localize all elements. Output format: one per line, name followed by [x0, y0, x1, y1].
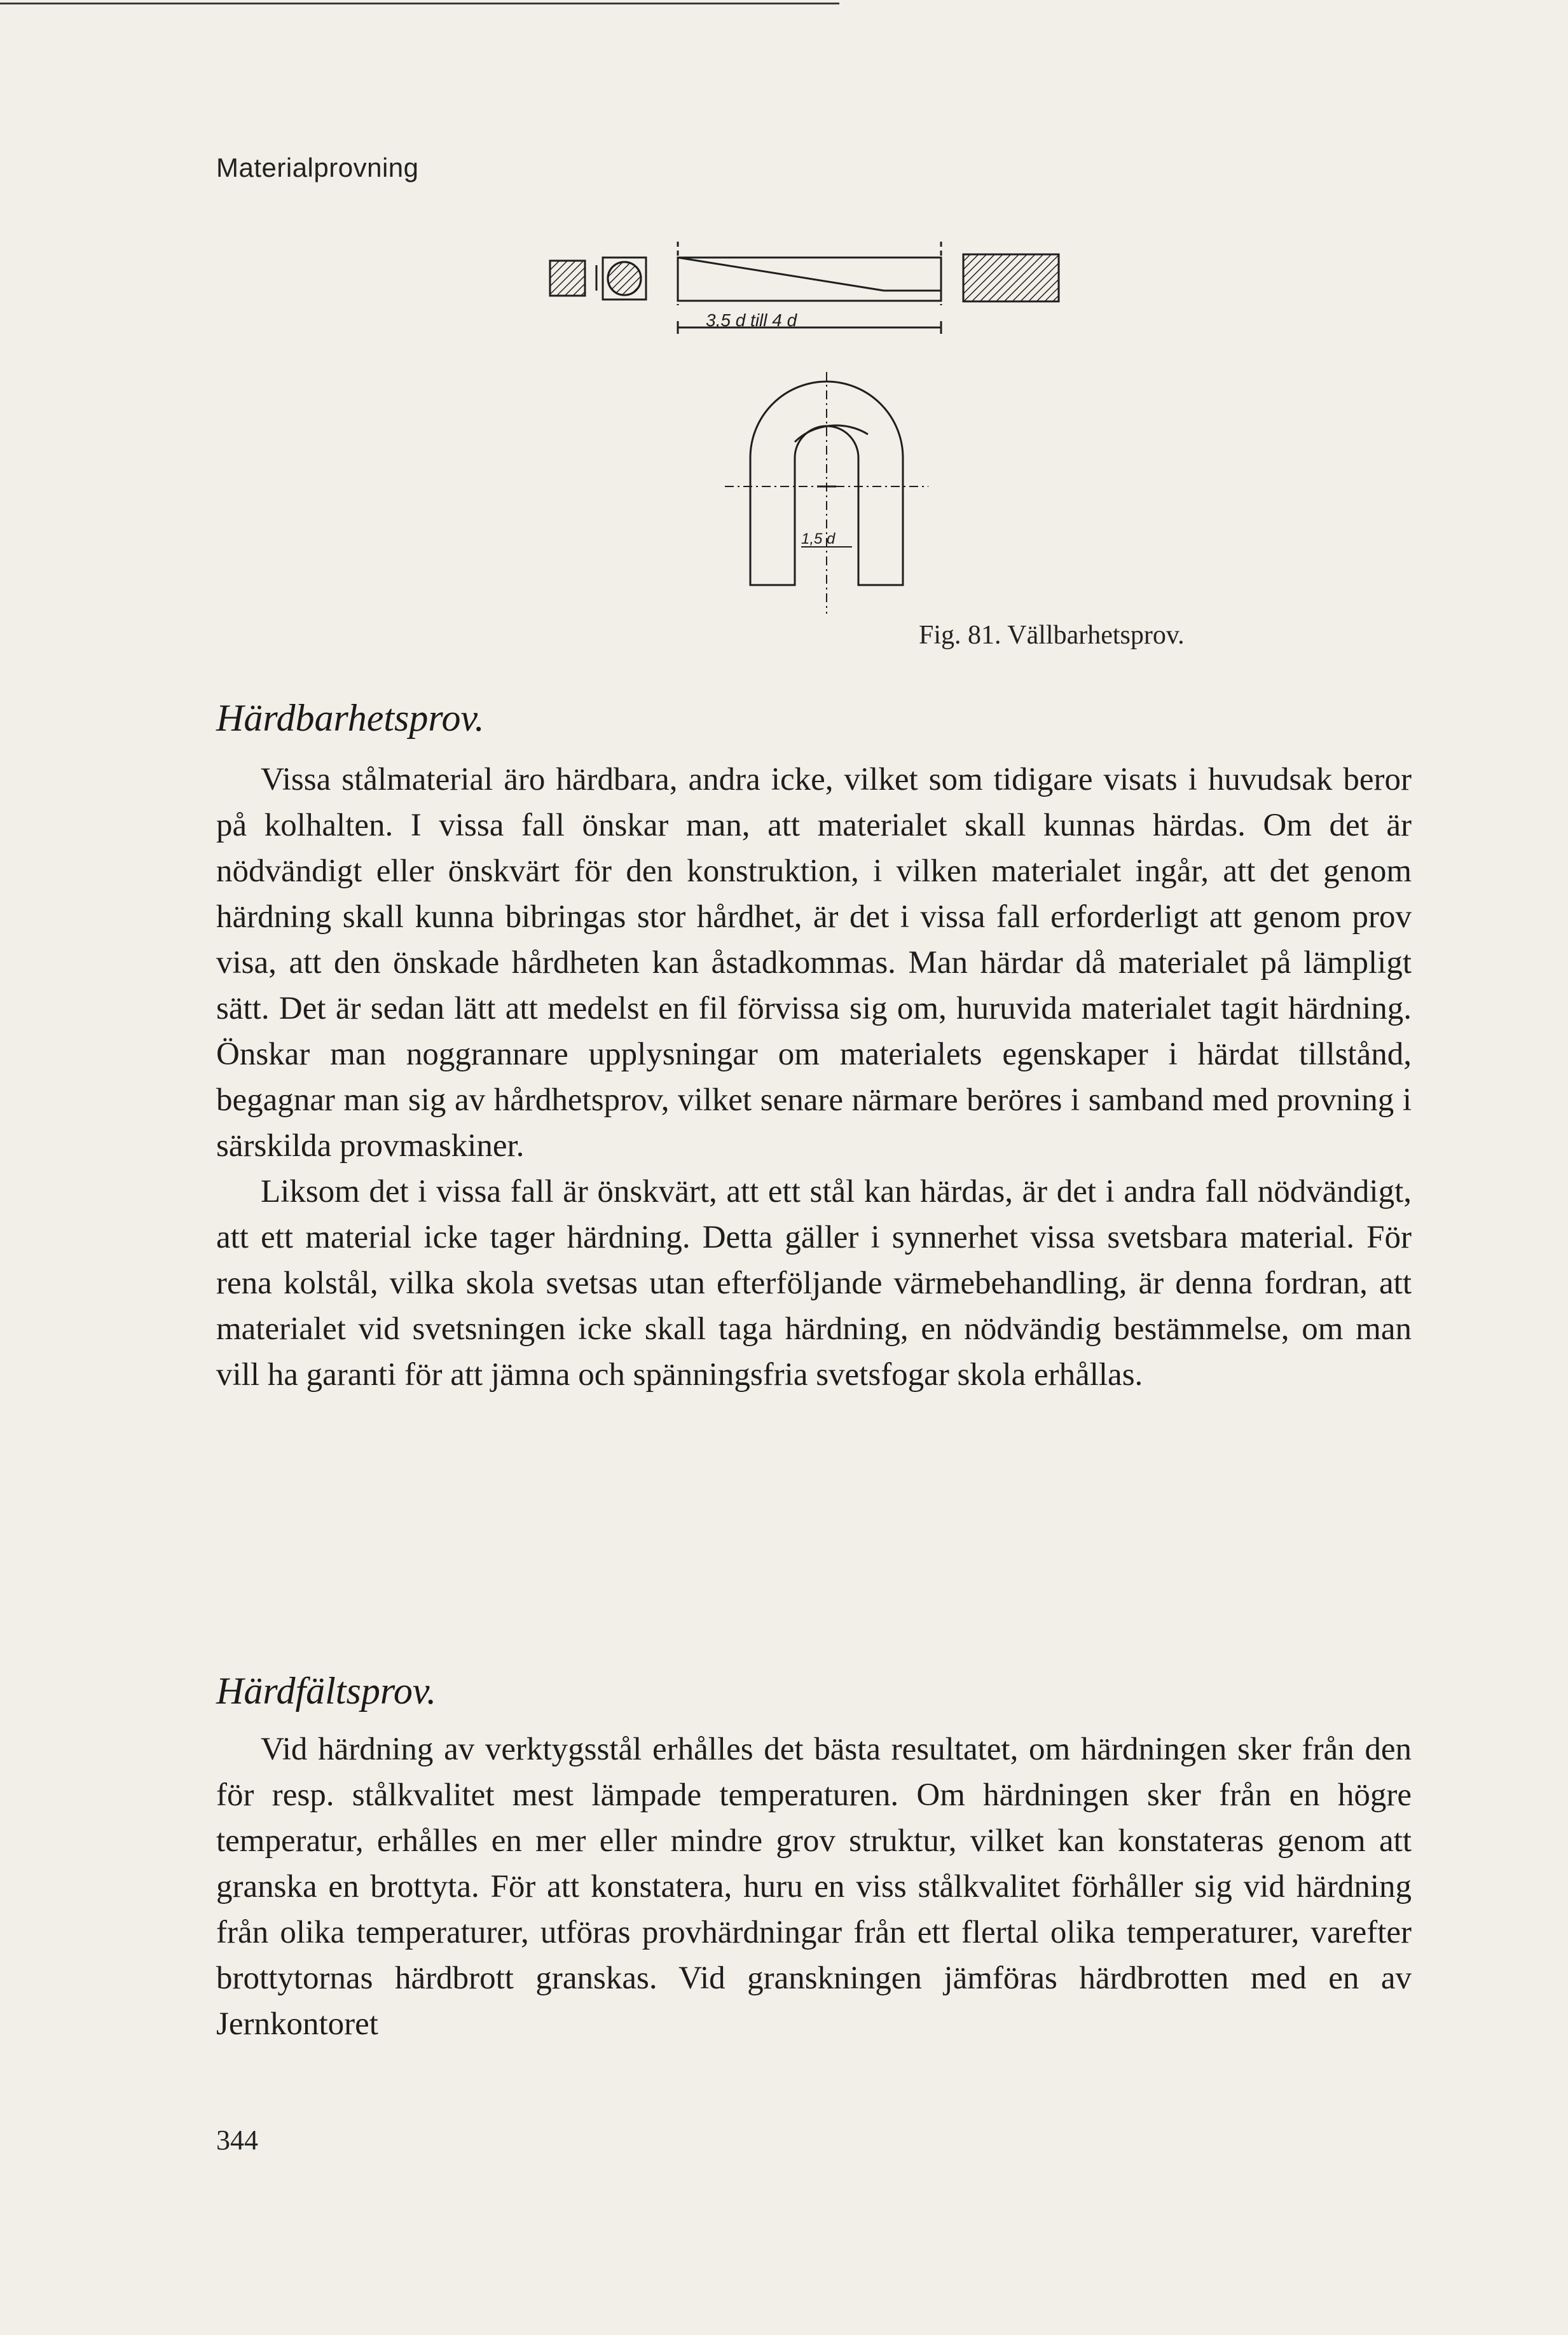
hatched-rectangle-large — [963, 254, 1059, 301]
paragraph: Vid härdning av verktygsstål erhålles det bästa resultatet, om härdningen sker från den för resp. stålkvalitet mest lämpade temperaturen. Om härdningen sker från en högre temperatur, erhålles en mer eller mindre grov struktur, vilket kan konstateras genom att granska en brottyta. För att konstatera, huru en viss stålkvalitet förhåller sig vid härdning från olika temperaturer, utföras provhärdningar från ett flertal olika temperaturer, varefter brottytornas härdbrott granskas. Vid granskningen jämföras härdbrotten med en av Jernkontoret — [216, 1732, 1412, 2042]
dimension-label-length: 3,5 d till 4 d — [706, 310, 797, 330]
dimension-label-radius: 1,5 d — [801, 530, 836, 548]
figure-caption: Fig. 81. Vällbarhetsprov. — [919, 621, 1185, 650]
top-rule — [0, 3, 839, 4]
page-number: 344 — [216, 2125, 258, 2156]
section-heading-hardbarhetsprov: Härdbarhetsprov. — [216, 697, 485, 739]
section-body-hardfaltsprov — [216, 1726, 1412, 2047]
section-heading-hardfaltsprov: Härdfältsprov. — [216, 1670, 437, 1712]
hatched-square-small — [550, 261, 585, 296]
section-body-hardbarhetsprov — [216, 757, 1412, 1398]
running-head: Materialprovning — [216, 153, 419, 183]
paragraph: Liksom det i vissa fall är önskvärt, att ett stål kan härdas, är det i andra fall nödvändigt, att ett material icke tager härdning. Detta gäller i synnerhet vissa svetsbara material. För rena kolstål, vilka skola svetsas utan efterföljande värmebehandling, är denna fordran, att materialet vid svetsningen icke skall taga härdning, en nödvändig bestämmelse, om man vill ha garanti för att jämna och spänningsfria svetsfogar skola erhållas. — [216, 1174, 1412, 1393]
paragraph: Vissa stålmaterial äro härdbara, andra icke, vilket som tidigare visats i huvudsak beror på kolhalten. I vissa fall önskar man, att materialet skall kunnas härdas. Om det är nödvändigt eller önskvärt för den konstruktion, i vilken materialet ingår, att det genom härdning skall kunna bibringas stor hårdhet, är det i vissa fall erforderligt att genom prov visa, att den önskade hårdheten kan åstadkommas. Man härdar då materialet på lämpligt sätt. Det är sedan lätt att medelst en fil förvissa sig om, huruvida materialet tagit härdning. Önskar man noggrannare upplysningar om materialets egenskaper i härdat tillstånd, begagnar man sig av hårdhetsprov, vilket senare närmare beröres i samband med provning i särskilda provmaskiner. — [216, 762, 1412, 1164]
figure-81-drawing — [547, 232, 1068, 639]
